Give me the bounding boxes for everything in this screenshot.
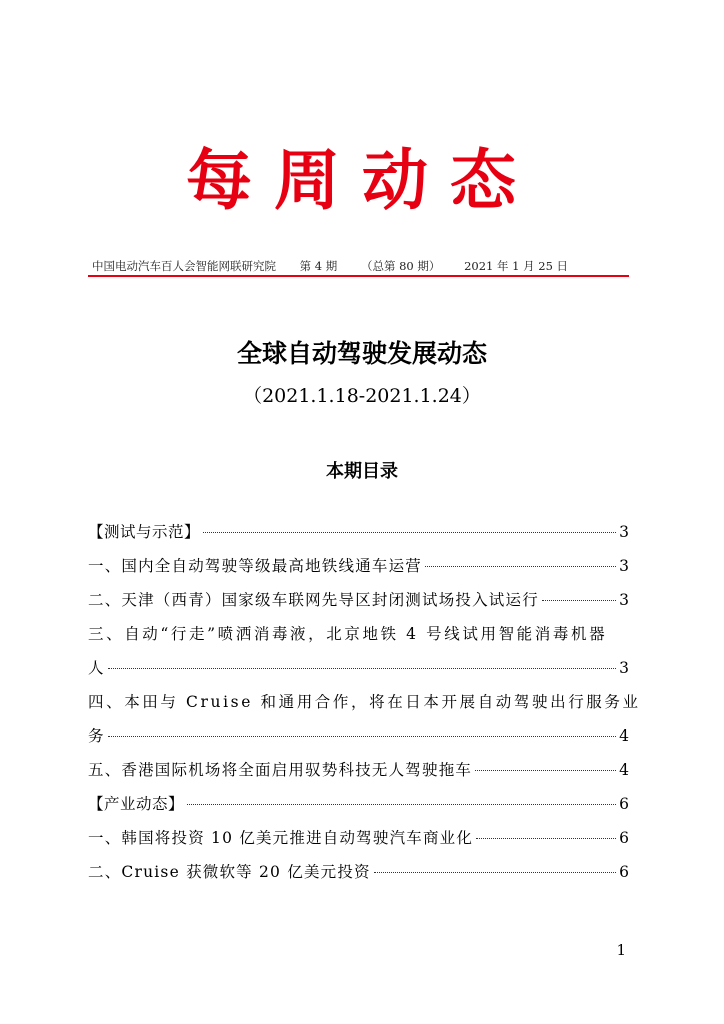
dot-leader <box>425 566 616 567</box>
toc-entry-text: 【产业动态】 <box>88 795 185 813</box>
issue-org: 中国电动汽车百人会智能网联研究院 <box>92 259 276 273</box>
toc-entry-text: 二、Cruise 获微软等 20 亿美元投资 <box>88 863 371 881</box>
issue-total: （总第 80 期） <box>360 259 441 273</box>
page-number: 1 <box>616 941 626 959</box>
toc-entry-page: 3 <box>619 591 629 609</box>
toc-entry[interactable] <box>88 828 629 848</box>
toc-entry-text: 四、本田与 Cruise 和通用合作，将在日本开展自动驾驶出行服务业 <box>88 693 641 711</box>
dot-leader <box>476 838 616 839</box>
issue-info <box>92 258 628 274</box>
toc-entry-page: 3 <box>619 523 629 541</box>
toc-entry-page: 6 <box>619 795 629 813</box>
toc-entry-text: 一、国内全自动驾驶等级最高地铁线通车运营 <box>88 557 423 575</box>
dot-leader <box>475 770 616 771</box>
toc-entry-text: 【测试与示范】 <box>88 523 201 541</box>
toc-entry[interactable] <box>88 862 629 882</box>
dot-leader <box>187 804 616 805</box>
dot-leader <box>108 736 616 737</box>
toc-heading: 本期目录 <box>326 461 398 482</box>
toc-entry[interactable] <box>88 556 629 576</box>
toc-entry-text: 二、天津（西青）国家级车联网先导区封闭测试场投入试运行 <box>88 591 539 609</box>
dot-leader <box>542 600 616 601</box>
date-range: （2021.1.18-2021.1.24） <box>243 385 481 407</box>
toc-entry[interactable] <box>88 760 629 780</box>
toc-entry-text-continued: 务 <box>88 727 105 745</box>
toc-entry-page: 4 <box>619 727 629 745</box>
toc-entry[interactable] <box>88 794 629 814</box>
table-of-contents <box>88 522 641 896</box>
toc-entry-text: 三、自动“行走”喷洒消毒液，北京地铁 4 号线试用智能消毒机器 <box>88 625 608 643</box>
dot-leader <box>374 872 616 873</box>
masthead-title: 每周动态 <box>186 141 538 219</box>
toc-entry-page: 6 <box>619 829 629 847</box>
toc-entry[interactable] <box>88 692 641 746</box>
toc-entry-text: 一、韩国将投资 10 亿美元推进自动驾驶汽车商业化 <box>88 829 474 847</box>
dot-leader <box>203 532 616 533</box>
toc-entry-page: 3 <box>619 557 629 575</box>
toc-entry-page: 4 <box>619 761 629 779</box>
toc-entry[interactable] <box>88 522 629 542</box>
issue-number: 第 4 期 <box>299 259 338 273</box>
toc-entry-page: 3 <box>619 659 629 677</box>
issue-date: 2021 年 1 月 25 日 <box>464 259 569 273</box>
masthead-divider <box>88 275 629 277</box>
toc-entry-text-continued: 人 <box>88 659 105 677</box>
toc-entry[interactable] <box>88 624 629 678</box>
toc-entry-page: 6 <box>619 863 629 881</box>
toc-entry[interactable] <box>88 590 629 610</box>
toc-entry-text: 五、香港国际机场将全面启用驭势科技无人驾驶拖车 <box>88 761 473 779</box>
document-title: 全球自动驾驶发展动态 <box>236 339 487 368</box>
dot-leader <box>108 668 616 669</box>
